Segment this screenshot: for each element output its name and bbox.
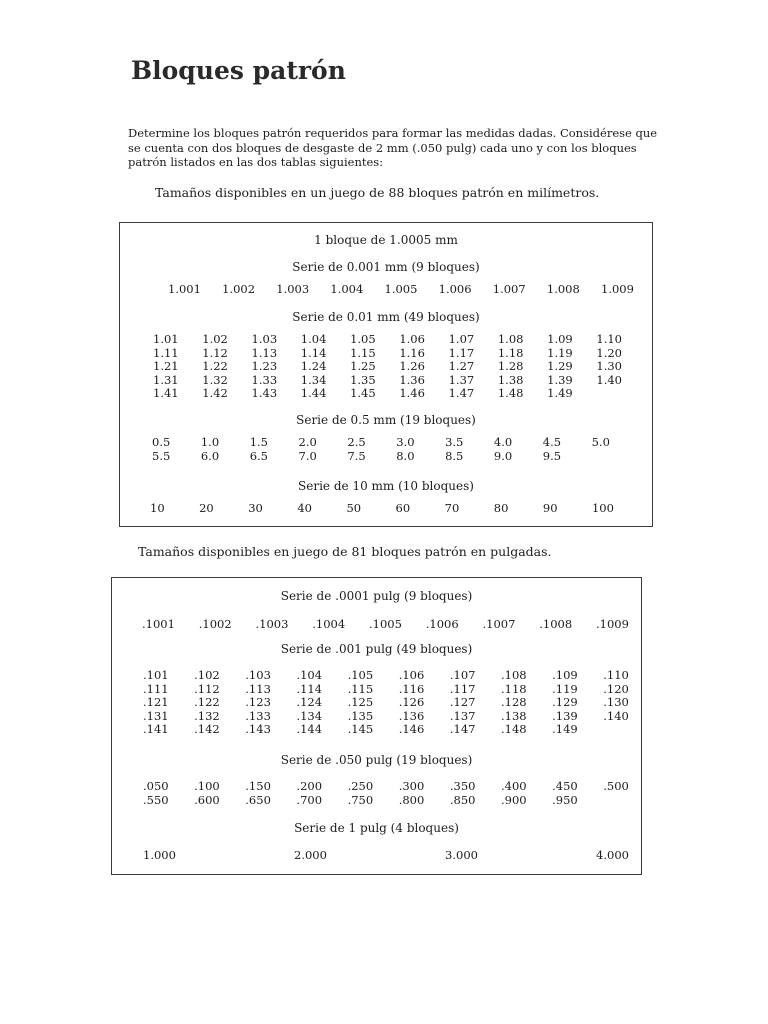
block-size-cell: 1.05 [350, 332, 376, 346]
block-size-column [399, 669, 425, 737]
block-size-cell: 1.31 [153, 372, 179, 387]
block-size-cell: 1.42 [202, 386, 228, 401]
block-size-cell: .500 [603, 779, 629, 793]
block-size-cell: 1.39 [547, 372, 573, 387]
block-size-cell: .750 [347, 792, 374, 807]
page-title: Bloques patrón [131, 56, 346, 85]
block-size-cell: .850 [449, 792, 476, 807]
block-size-cell: 5.5 [152, 448, 171, 463]
block-size-cell: 1.18 [497, 345, 524, 360]
block-size-column [348, 780, 374, 807]
block-size-cell: 1.33 [251, 372, 278, 387]
block-size-column [348, 669, 374, 737]
series-10mm-values [150, 501, 614, 515]
block-size-column [592, 436, 610, 463]
series-050in-grid [143, 780, 629, 807]
block-size-cell: .132 [194, 708, 220, 723]
block-size-value: 80 [493, 501, 509, 515]
block-size-cell: 0.5 [152, 435, 171, 449]
series-001mm-values [168, 282, 634, 296]
block-size-cell: 1.41 [153, 386, 179, 401]
block-size-cell: 1.21 [153, 359, 179, 374]
block-size-cell: 1.32 [202, 372, 228, 387]
block-size-column [450, 669, 476, 737]
series-050in-heading: Serie de .050 pulg (19 bloques) [280, 753, 473, 767]
block-size-cell: 1.16 [399, 345, 425, 360]
series-1in-values [143, 848, 629, 862]
block-size-cell: .950 [552, 792, 578, 807]
series-0001in-heading: Serie de .0001 pulg (9 bloques) [280, 589, 473, 603]
block-size-cell: .130 [603, 695, 629, 710]
block-size-cell: .134 [296, 708, 323, 723]
block-size-column [347, 436, 365, 463]
block-size-cell: 1.14 [300, 345, 327, 360]
block-size-value: 40 [297, 501, 312, 515]
block-size-cell: 1.27 [448, 359, 475, 374]
block-size-column [143, 669, 169, 737]
block-size-cell: .127 [449, 695, 476, 710]
block-size-cell: 1.25 [350, 359, 376, 374]
block-size-cell: 8.0 [396, 448, 415, 463]
block-size-cell: 2.0 [298, 435, 317, 449]
block-size-cell: 6.0 [200, 448, 220, 463]
block-size-cell: 7.5 [347, 448, 366, 463]
block-size-cell: 1.45 [350, 386, 376, 401]
block-size-cell: .128 [500, 695, 527, 710]
block-size-cell: 1.36 [399, 372, 425, 387]
block-size-cell: 9.0 [493, 448, 513, 463]
block-size-cell: 1.47 [448, 386, 475, 401]
block-size-column [552, 669, 578, 737]
block-size-cell: .250 [347, 779, 374, 793]
block-size-cell: 1.19 [547, 345, 573, 360]
block-size-cell: .450 [552, 779, 578, 793]
block-size-column [494, 436, 512, 463]
block-size-cell: .136 [398, 708, 425, 723]
block-size-cell: .350 [449, 779, 476, 793]
block-size-cell: .126 [398, 695, 425, 710]
block-size-cell: 1.37 [448, 372, 475, 387]
block-size-cell: 3.5 [445, 435, 464, 449]
block-size-column [194, 780, 220, 807]
block-size-cell: .110 [603, 668, 629, 682]
block-size-cell: .650 [245, 792, 271, 807]
block-size-cell: 6.5 [249, 448, 268, 463]
block-size-cell: .135 [347, 708, 374, 723]
block-size-column [498, 333, 524, 401]
block-size-cell: .113 [245, 681, 271, 696]
block-size-cell: 9.5 [542, 448, 562, 463]
block-size-column [245, 780, 271, 807]
block-size-cell: .107 [449, 668, 476, 682]
series-001in-grid [143, 669, 629, 737]
block-size-cell: .142 [194, 722, 220, 737]
block-size-column [399, 780, 425, 807]
mm-table-caption: Tamaños disponibles en un juego de 88 bloques patrón en milímetros. [155, 185, 600, 200]
block-size-cell: .122 [194, 695, 220, 710]
block-size-cell: .300 [398, 779, 425, 793]
block-size-cell: 1.11 [153, 345, 179, 360]
block-size-cell: 3.0 [396, 435, 415, 449]
block-size-cell: .140 [603, 708, 629, 723]
block-size-cell: .141 [143, 722, 169, 737]
block-size-column [201, 436, 219, 463]
block-size-cell: .050 [143, 779, 169, 793]
block-size-cell: .550 [143, 792, 169, 807]
block-size-value: 1.006 [438, 282, 472, 296]
block-size-cell: .147 [449, 722, 476, 737]
block-size-cell: .700 [296, 792, 323, 807]
block-size-value: .1007 [482, 617, 516, 631]
block-size-cell: 1.04 [300, 332, 327, 346]
block-size-cell: 1.38 [497, 372, 524, 387]
block-size-value: 60 [395, 501, 411, 515]
block-size-cell: .800 [398, 792, 425, 807]
block-size-cell: .109 [552, 668, 578, 682]
block-size-cell: .144 [296, 722, 323, 737]
block-size-value: 70 [444, 501, 460, 515]
block-size-column [399, 333, 425, 401]
block-size-column [202, 333, 228, 401]
block-size-column [143, 780, 169, 807]
block-size-column [449, 333, 475, 401]
block-size-cell: .124 [296, 695, 323, 710]
block-size-cell: .139 [552, 708, 578, 723]
block-size-cell: 1.01 [153, 332, 179, 346]
block-size-cell: 1.12 [202, 345, 228, 360]
block-size-value: 1.005 [384, 282, 418, 296]
block-size-value: 1.009 [601, 282, 634, 296]
block-size-cell: .400 [500, 779, 527, 793]
block-size-cell: 1.03 [251, 332, 278, 346]
block-size-cell: .116 [398, 681, 425, 696]
block-size-column [296, 780, 322, 807]
block-size-cell: 1.02 [202, 332, 228, 346]
block-size-cell: 1.08 [497, 332, 524, 346]
block-size-cell: .138 [500, 708, 527, 723]
block-size-cell: 5.0 [591, 435, 610, 449]
block-size-cell: .145 [347, 722, 374, 737]
block-size-value: 50 [346, 501, 362, 515]
block-size-column [552, 780, 578, 807]
block-size-cell: .119 [552, 681, 578, 696]
block-size-cell: 1.28 [497, 359, 524, 374]
block-size-value: 4.000 [596, 848, 629, 862]
block-size-cell: 7.0 [298, 448, 317, 463]
block-size-column [543, 436, 561, 463]
block-size-cell: .133 [245, 708, 271, 723]
block-size-cell: 1.0 [200, 435, 220, 449]
block-size-column [301, 333, 327, 401]
block-size-cell: .105 [347, 668, 374, 682]
block-size-cell: .111 [143, 681, 169, 696]
block-size-cell: 1.15 [350, 345, 376, 360]
block-size-cell: 4.5 [542, 435, 562, 449]
series-001mm-heading: Serie de 0.001 mm (9 bloques) [292, 260, 480, 274]
block-size-value: 1.007 [492, 282, 526, 296]
block-size-value: .1001 [142, 617, 175, 631]
block-size-cell: .118 [500, 681, 527, 696]
block-size-value: .1009 [596, 617, 629, 631]
block-size-cell: .121 [143, 695, 169, 710]
block-size-value: .1006 [425, 617, 459, 631]
block-size-cell: .125 [347, 695, 374, 710]
block-size-cell: .106 [398, 668, 425, 682]
block-size-cell: .102 [194, 668, 220, 682]
inch-blocks-table [111, 577, 642, 875]
block-size-cell: 4.0 [493, 435, 513, 449]
block-size-cell: 1.22 [202, 359, 228, 374]
block-size-cell: 8.5 [445, 448, 464, 463]
block-size-cell: .120 [603, 681, 629, 696]
block-size-value: 20 [199, 501, 214, 515]
series-1in-heading: Serie de 1 pulg (4 bloques) [294, 821, 459, 835]
series-01mm-grid [153, 333, 622, 401]
block-size-cell: 1.20 [596, 345, 622, 360]
block-size-cell: 1.07 [448, 332, 475, 346]
block-size-cell: .123 [245, 695, 271, 710]
block-size-value: .1003 [255, 617, 289, 631]
block-size-cell: .114 [296, 681, 323, 696]
block-size-cell: .600 [194, 792, 220, 807]
block-size-value: 1.000 [143, 848, 176, 862]
block-size-cell: .112 [194, 681, 220, 696]
block-size-cell: 1.44 [300, 386, 327, 401]
block-size-column [445, 436, 463, 463]
block-size-cell: 1.30 [596, 359, 622, 374]
block-size-cell: .148 [500, 722, 527, 737]
block-size-cell: .129 [552, 695, 578, 710]
block-size-value: 3.000 [445, 848, 478, 862]
mm-blocks-table [119, 222, 653, 527]
block-size-column [396, 436, 414, 463]
block-size-column [245, 669, 271, 737]
block-size-column [547, 333, 573, 401]
block-size-value: 90 [542, 501, 558, 515]
block-size-column [296, 669, 322, 737]
block-size-column [596, 333, 622, 401]
block-size-column [501, 780, 527, 807]
block-size-cell: 1.26 [399, 359, 425, 374]
block-size-cell: 1.24 [300, 359, 327, 374]
block-size-column [153, 333, 179, 401]
block-size-value: 1.003 [276, 282, 310, 296]
block-size-cell: 1.23 [251, 359, 278, 374]
block-size-value: 1.004 [330, 282, 364, 296]
intro-paragraph: Determine los bloques patrón requeridos para formar las medidas dadas. Considérese que se cuenta con dos bloques de desgaste de 2 mm (.050 pulg) cada uno y con los bloques patrón listados en las dos tablas siguientes: [128, 126, 658, 169]
block-size-cell: 1.40 [596, 372, 622, 387]
block-size-cell: 1.29 [547, 359, 573, 374]
block-size-cell: 1.10 [596, 332, 622, 346]
series-01mm-heading: Serie de 0.01 mm (49 bloques) [292, 310, 480, 324]
block-size-cell: .101 [143, 668, 169, 682]
block-size-cell: .104 [296, 668, 323, 682]
block-size-column [350, 333, 376, 401]
block-size-value: 30 [248, 501, 263, 515]
series-001in-heading: Serie de .001 pulg (49 bloques) [280, 642, 473, 656]
block-size-cell: .115 [347, 681, 374, 696]
block-size-cell: 1.48 [497, 386, 524, 401]
series-10mm-heading: Serie de 10 mm (10 bloques) [298, 479, 474, 493]
block-size-cell: .900 [500, 792, 527, 807]
block-size-column [603, 669, 629, 737]
block-size-column [250, 436, 268, 463]
block-size-column [152, 436, 170, 463]
block-size-value: .1008 [539, 617, 573, 631]
block-size-cell: 1.46 [399, 386, 425, 401]
block-size-value: 2.000 [294, 848, 327, 862]
block-size-cell: .131 [143, 708, 169, 723]
block-size-value: 1.008 [546, 282, 580, 296]
block-size-cell: 1.34 [300, 372, 327, 387]
block-size-cell: 2.5 [347, 435, 366, 449]
block-size-cell: 1.49 [547, 386, 573, 401]
block-size-cell: 1.43 [251, 386, 278, 401]
block-size-column [501, 669, 527, 737]
block-size-cell: 1.17 [448, 345, 475, 360]
block-size-cell: .103 [245, 668, 271, 682]
block-size-column [252, 333, 278, 401]
block-size-cell: .200 [296, 779, 323, 793]
block-size-value: .1002 [198, 617, 232, 631]
series-05mm-heading: Serie de 0.5 mm (19 bloques) [296, 413, 476, 427]
block-size-value: 1.001 [168, 282, 201, 296]
block-size-value: 100 [591, 501, 614, 515]
block-size-cell: .146 [398, 722, 425, 737]
block-size-value: 10 [150, 501, 165, 515]
series-05mm-grid [152, 436, 610, 463]
single-block-heading: 1 bloque de 1.0005 mm [314, 233, 458, 247]
inch-table-caption: Tamaños disponibles en juego de 81 bloques patrón en pulgadas. [138, 544, 552, 559]
block-size-value: 1.002 [222, 282, 256, 296]
block-size-column [450, 780, 476, 807]
block-size-cell: 1.09 [547, 332, 573, 346]
block-size-column [299, 436, 317, 463]
block-size-column [194, 669, 220, 737]
block-size-value: .1004 [312, 617, 346, 631]
block-size-cell: .117 [449, 681, 476, 696]
block-size-cell: .137 [449, 708, 476, 723]
block-size-cell: .143 [245, 722, 271, 737]
block-size-cell: .150 [245, 779, 271, 793]
series-0001in-values [142, 617, 629, 631]
block-size-column [603, 780, 629, 807]
block-size-cell: 1.5 [249, 435, 268, 449]
block-size-value: .1005 [369, 617, 402, 631]
block-size-cell: 1.13 [251, 345, 278, 360]
block-size-cell: .149 [552, 722, 578, 737]
block-size-cell: 1.06 [399, 332, 425, 346]
block-size-cell: 1.35 [350, 372, 376, 387]
block-size-cell: .100 [194, 779, 220, 793]
block-size-cell: .108 [500, 668, 527, 682]
